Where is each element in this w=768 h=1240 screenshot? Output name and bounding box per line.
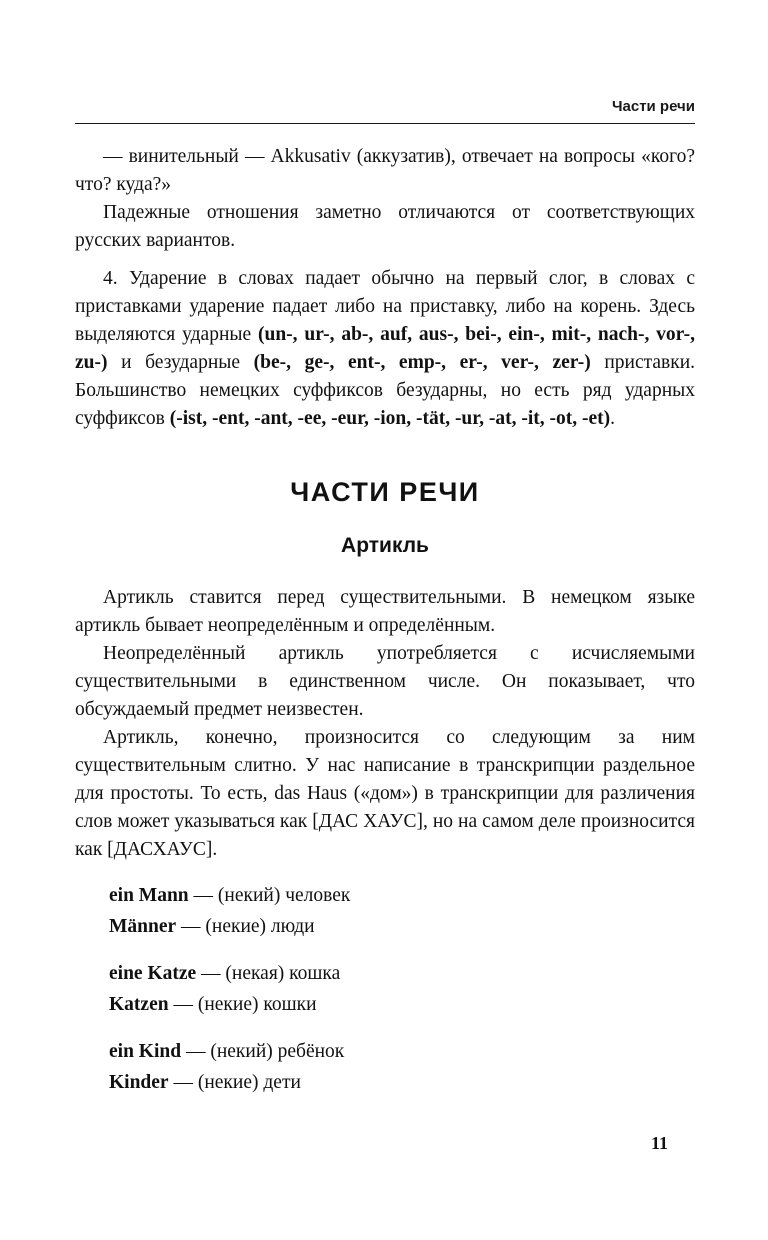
example-line: Männer — (некие) люди (109, 916, 315, 937)
example-list (109, 880, 695, 1098)
example-group-katze (109, 958, 695, 1020)
subsection-heading: Артикль (341, 534, 429, 557)
example-line: eine Katze — (некая) кошка (109, 963, 341, 984)
paragraph-case-relations: Падежные отношения заметно отличаются от соответствующих русских вариантов. (75, 202, 695, 251)
example-line: ein Mann — (некий) человек (109, 885, 351, 906)
paragraph-article-intro: Артикль ставится перед существительными. В немецком языке артикль бывает неопределённым и определённым. (75, 587, 695, 636)
paragraph-accusative: — винительный — Akkusativ (аккузатив), отвечает на вопросы «кого? что? куда?» (75, 146, 695, 195)
example-group-kind (109, 1036, 695, 1098)
example-group-mann (109, 880, 695, 942)
example-line: Kinder — (некие) дети (109, 1072, 301, 1093)
example-line: ein Kind — (некий) ребёнок (109, 1041, 345, 1062)
example-line: Katzen — (некие) кошки (109, 994, 317, 1015)
running-header (75, 98, 695, 124)
page-body (75, 143, 695, 1114)
running-header-title: Части речи (611, 98, 695, 115)
paragraph-stress-rule: 4. Ударение в словах падает обычно на первый слог, в словах с приставками ударение падает либо на приставку, либо на корень. Здесь выделяются ударные (un-, ur-, ab-, auf, aus-, bei-, ein-, mit-, nach-, vor-, zu-) и безударные (be-, ge-, ent-, emp-, er-, ver-, zer-) приставки. Большинство немецких суффиксов безударны, но есть ряд ударных суффиксов (-ist, -ent, -ant, -ee, -eur, -ion, -tät, -ur, -at, -it, -ot, -et). (75, 268, 695, 429)
page-number: 11 (650, 1133, 668, 1153)
paragraph-indefinite-article: Неопределённый артикль употребляется с исчисляемыми существительными в единственном числе. Он показывает, что обсуждаемый предмет неизвестен. (75, 643, 695, 720)
section-heading: ЧАСТИ РЕЧИ (290, 477, 480, 507)
paragraph-pronunciation: Артикль, конечно, произносится со следующим за ним существительным слитно. У нас написание в транскрипции раздельное для простоты. То есть, das Haus («дом») в транскрипции для различения слов может указываться как [ДАС ХАУС], но на самом деле произносится как [ДАСХАУС]. (75, 727, 695, 860)
